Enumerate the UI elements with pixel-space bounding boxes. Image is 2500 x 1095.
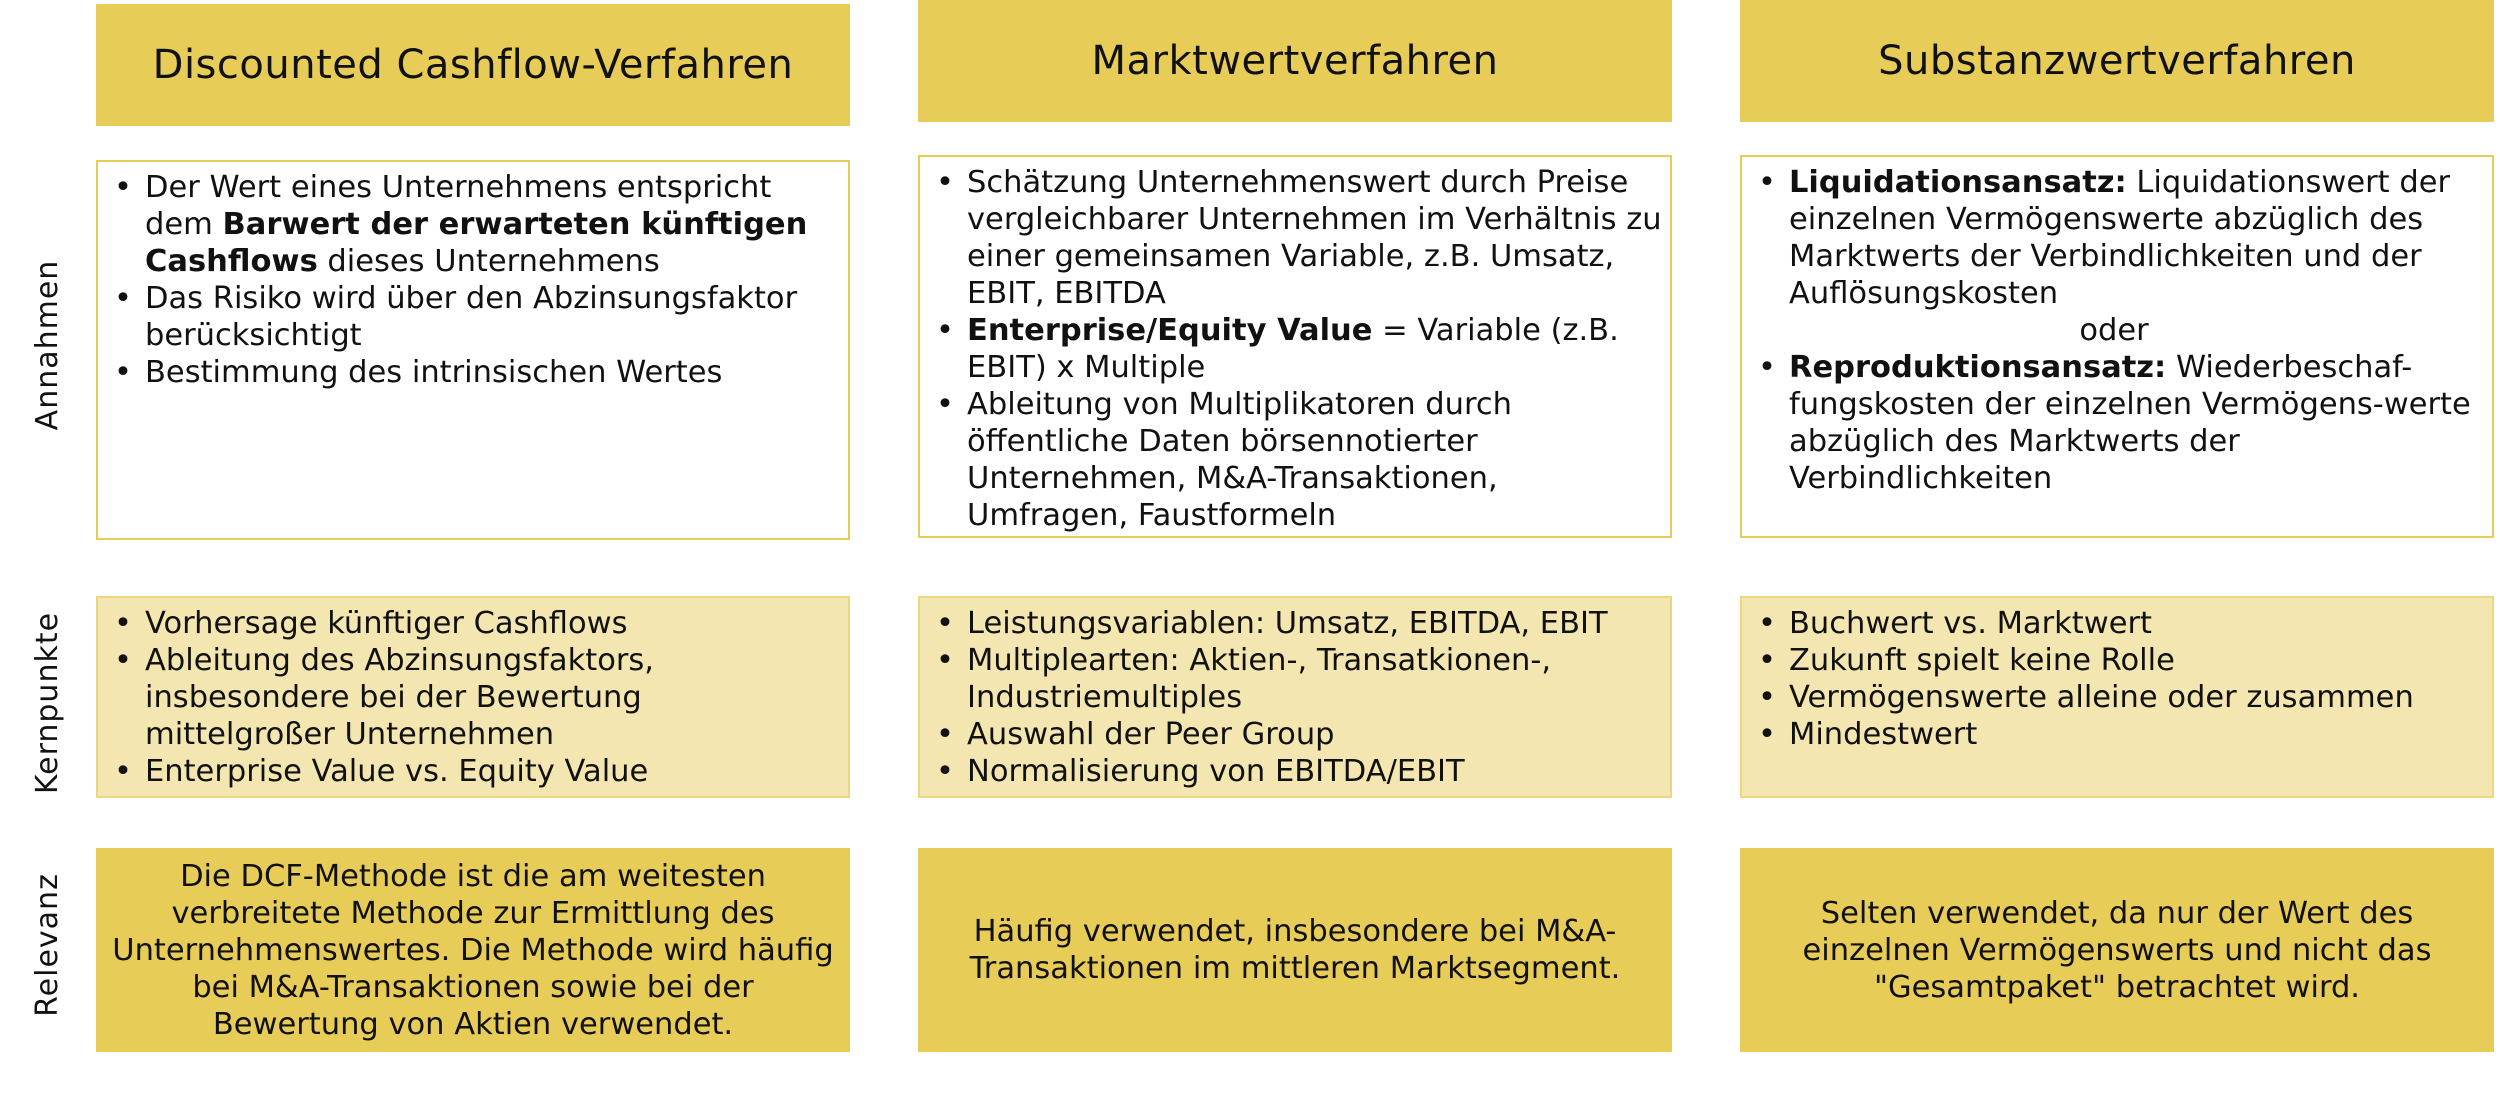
kernpunkte-box-substanzwert — [1740, 596, 2494, 798]
list-item: • Schätzung Unternehmenswert durch Preise vergleichbarer Unternehmen im Verhältnis zu einer gemeinsamen Variable, z.B. Umsatz, EBIT, EBITDA — [922, 164, 1662, 312]
list-item: • Bestimmung des intrinsischen Wertes — [100, 354, 840, 391]
column-header-marktwert — [918, 0, 1672, 122]
list-item: • Enterprise Value vs. Equity Value — [100, 753, 840, 790]
column-header-substanzwert-text: Substanzwertverfahren — [1878, 38, 2356, 84]
row-label-relevanz: Relevanz — [30, 873, 65, 1017]
list-item: • Der Wert eines Unternehmens entspricht dem Barwert der erwarteten künftigen Cashflows dieses Unternehmens — [100, 169, 840, 280]
relevanz-text-dcf: Die DCF-Methode ist die am weitesten verbreitete Methode zur Ermittlung des Unternehmenswertes. Die Methode wird häufig bei M&A-Transaktionen sowie bei der Bewertung von Aktien verwendet. — [112, 858, 834, 1042]
kernpunkte-list-marktwert — [922, 605, 1662, 790]
annahmen-box-dcf — [96, 160, 850, 540]
annahmen-box-substanzwert — [1740, 155, 2494, 538]
list-item: • Enterprise/Equity Value = Variable (z.B. EBIT) x Multiple — [922, 312, 1662, 386]
relevanz-text-substanzwert: Selten verwendet, da nur der Wert des einzelnen Vermögenswerts und nicht das "Gesamtpaket" betrachtet wird. — [1802, 895, 2432, 1005]
list-item: • Multiplearten: Aktien-, Transatkionen-, Industriemultiples — [922, 642, 1662, 716]
list-item: • Leistungsvariablen: Umsatz, EBITDA, EBIT — [922, 605, 1662, 642]
kernpunkte-list-substanzwert — [1744, 605, 2484, 753]
list-item: • Auswahl der Peer Group — [922, 716, 1662, 753]
kernpunkte-list-dcf — [100, 605, 840, 790]
annahmen-list-substanzwert — [1744, 164, 2484, 497]
relevanz-box-marktwert — [918, 848, 1672, 1052]
kernpunkte-box-dcf — [96, 596, 850, 798]
list-item: • Liquidationsansatz: Liquidationswert der einzelnen Vermögenswerte abzüglich des Marktwerts der Verbindlichkeiten und der Auflösungskosten — [1744, 164, 2484, 312]
column-header-marktwert-text: Marktwertverfahren — [1091, 38, 1499, 84]
relevanz-text-marktwert: Häufig verwendet, insbesondere bei M&A-Transaktionen im mittleren Marktsegment. — [969, 914, 1621, 986]
list-item: • Buchwert vs. Marktwert — [1744, 605, 2484, 642]
relevanz-box-substanzwert — [1740, 848, 2494, 1052]
column-header-substanzwert — [1740, 0, 2494, 122]
list-item: • Ableitung von Multiplikatoren durch öffentliche Daten börsennotierter Unternehmen, M&A-Transaktionen, Umfragen, Faustformeln — [922, 386, 1662, 534]
separator-text: oder — [2079, 313, 2149, 348]
annahmen-box-marktwert — [918, 155, 1672, 538]
list-item: • Vorhersage künftiger Cashflows — [100, 605, 840, 642]
annahmen-list-marktwert — [922, 164, 1662, 534]
list-item: • Das Risiko wird über den Abzinsungsfaktor berücksichtigt — [100, 280, 840, 354]
row-label-kernpunkte: Kernpunkte — [30, 611, 65, 795]
relevanz-box-dcf — [96, 848, 850, 1052]
list-item: • Mindestwert — [1744, 716, 2484, 753]
list-item: • Normalisierung von EBITDA/EBIT — [922, 753, 1662, 790]
list-item: • Vermögenswerte alleine oder zusammen — [1744, 679, 2484, 716]
list-item: • Ableitung des Abzinsungsfaktors, insbesondere bei der Bewertung mittelgroßer Unternehmen — [100, 642, 840, 753]
column-header-dcf — [96, 4, 850, 126]
list-item: • Zukunft spielt keine Rolle — [1744, 642, 2484, 679]
row-label-annahmen: Annahmen — [30, 259, 65, 431]
annahmen-list-dcf — [100, 169, 840, 391]
column-header-dcf-text: Discounted Cashflow-Verfahren — [152, 42, 794, 88]
kernpunkte-box-marktwert — [918, 596, 1672, 798]
list-item: • Reproduktionsansatz: Wiederbeschaf-fungskosten der einzelnen Vermögens-werte abzüglich des Marktwerts der Verbindlichkeiten — [1744, 349, 2484, 497]
